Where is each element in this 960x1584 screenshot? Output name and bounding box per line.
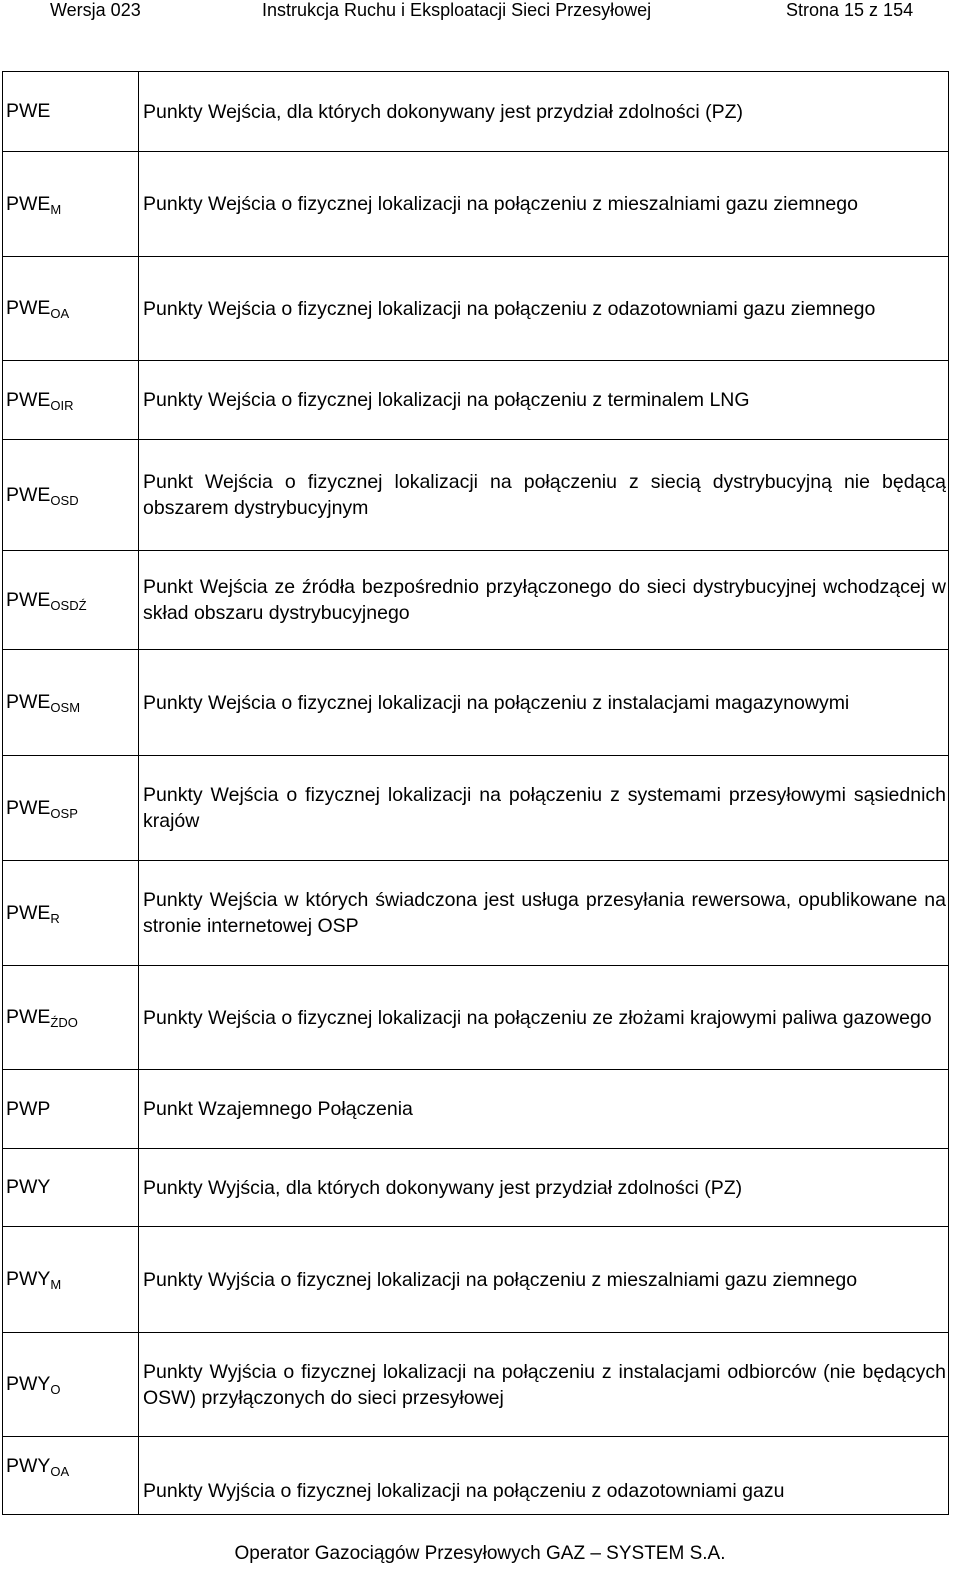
abbreviation: PWE	[6, 483, 51, 506]
abbreviation-cell	[3, 72, 139, 152]
abbreviation-subscript: M	[50, 201, 62, 217]
abbreviation-subscript: OSDŹ	[50, 597, 87, 613]
abbreviation: PWY	[6, 1268, 51, 1290]
table-row	[3, 1227, 949, 1333]
abbreviation-cell	[3, 1149, 139, 1227]
abbreviation: PWE	[6, 901, 51, 924]
abbreviation: PWE	[6, 1006, 51, 1028]
abbreviation-subscript: OSD	[50, 492, 79, 508]
definition-cell: Punkt Wejścia ze źródła bezpośrednio przyłączonego do sieci dystrybucyjnej wchodzącej w skład obszaru dystrybucyjnego	[139, 551, 949, 650]
table-row	[3, 1070, 949, 1149]
definition-cell: Punkty Wejścia o fizycznej lokalizacji na połączeniu ze złożami krajowymi paliwa gazowego	[139, 966, 949, 1070]
abbreviation-subscript: OA	[50, 1464, 70, 1479]
table-row	[3, 440, 949, 551]
definition-cell: Punkty Wyjścia o fizycznej lokalizacji na połączeniu z instalacjami odbiorców (nie będących OSW) przyłączonych do sieci przesyłowej	[139, 1333, 949, 1437]
abbreviation: PWE	[6, 796, 51, 819]
definition-cell: Punkty Wejścia o fizycznej lokalizacji na połączeniu z terminalem LNG	[139, 361, 949, 440]
abbreviation: PWP	[6, 1097, 51, 1120]
abbreviation: PWY	[6, 1373, 51, 1395]
definition-cell: Punkt Wejścia o fizycznej lokalizacji na połączeniu z siecią dystrybucyjną nie będącą obszarem dystrybucyjnym	[139, 440, 949, 551]
abbreviation-cell	[3, 1437, 139, 1515]
definition-cell: Punkty Wejścia o fizycznej lokalizacji na połączeniu z instalacjami magazynowymi	[139, 650, 949, 756]
table-row	[3, 966, 949, 1070]
abbreviation-cell	[3, 756, 139, 861]
table-row	[3, 1333, 949, 1437]
page-number: Strona 15 z 154	[786, 0, 914, 20]
definition-cell: Punkty Wyjścia, dla których dokonywany jest przydział zdolności (PZ)	[139, 1149, 949, 1227]
abbreviation-cell	[3, 440, 139, 551]
abbreviation-subscript: O	[50, 1382, 61, 1397]
abbreviation: PWE	[6, 588, 51, 611]
abbreviation-cell	[3, 257, 139, 361]
abbreviation-cell	[3, 551, 139, 650]
abbreviation-cell	[3, 1333, 139, 1437]
abbreviation-cell	[3, 650, 139, 756]
table-row	[3, 1149, 949, 1227]
abbreviation-subscript: M	[50, 1277, 62, 1292]
abbreviation-cell	[3, 152, 139, 257]
abbreviation-subscript: OIR	[50, 397, 74, 413]
table-row	[3, 257, 949, 361]
table-row	[3, 756, 949, 861]
abbreviation-cell	[3, 1227, 139, 1333]
abbreviation: PWY	[6, 1455, 51, 1477]
table-row	[3, 72, 949, 152]
definition-cell: Punkty Wyjścia o fizycznej lokalizacji na połączeniu z mieszalniami gazu ziemnego	[139, 1227, 949, 1333]
abbreviations-table	[2, 71, 949, 1515]
table-row	[3, 152, 949, 257]
document-version: Wersja 023	[50, 0, 141, 20]
abbreviation-subscript: ŹDO	[50, 1015, 78, 1030]
abbreviation: PWE	[6, 192, 51, 215]
abbreviation-cell	[3, 1070, 139, 1149]
abbreviation-subscript: R	[50, 910, 60, 926]
footer-divider	[22, 1514, 940, 1515]
definition-cell: Punkty Wejścia o fizycznej lokalizacji na połączeniu z mieszalniami gazu ziemnego	[139, 152, 949, 257]
abbreviation-cell	[3, 361, 139, 440]
table-row	[3, 1437, 949, 1515]
document-title: Instrukcja Ruchu i Eksploatacji Sieci Przesyłowej	[262, 0, 652, 20]
table-row	[3, 650, 949, 756]
abbreviation: PWE	[6, 388, 51, 411]
page-header	[0, 0, 960, 22]
abbreviation: PWE	[6, 691, 51, 713]
definition-cell: Punkty Wejścia w których świadczona jest usługa przesyłania rewersowa, opublikowane na stronie internetowej OSP	[139, 861, 949, 966]
table-row	[3, 551, 949, 650]
abbreviation: PWY	[6, 1176, 51, 1198]
table-row	[3, 361, 949, 440]
definition-cell: Punkt Wzajemnego Połączenia	[139, 1070, 949, 1149]
abbreviation: PWE	[6, 297, 51, 319]
page-footer: Operator Gazociągów Przesyłowych GAZ – SYSTEM S.A.	[234, 1543, 726, 1564]
abbreviation: PWE	[6, 100, 51, 122]
definition-cell: Punkty Wejścia o fizycznej lokalizacji na połączeniu z systemami przesyłowymi sąsiednich krajów	[139, 756, 949, 861]
abbreviation-subscript: OA	[50, 306, 70, 321]
definition-cell: Punkty Wyjścia o fizycznej lokalizacji na połączeniu z odazotowniami gazu	[139, 1437, 949, 1515]
abbreviation-cell	[3, 966, 139, 1070]
abbreviation-cell	[3, 861, 139, 966]
definition-cell: Punkty Wejścia, dla których dokonywany jest przydział zdolności (PZ)	[139, 72, 949, 152]
abbreviation-subscript: OSM	[50, 700, 81, 715]
abbreviation-subscript: OSP	[50, 805, 78, 821]
table-row	[3, 861, 949, 966]
definition-cell: Punkty Wejścia o fizycznej lokalizacji na połączeniu z odazotowniami gazu ziemnego	[139, 257, 949, 361]
